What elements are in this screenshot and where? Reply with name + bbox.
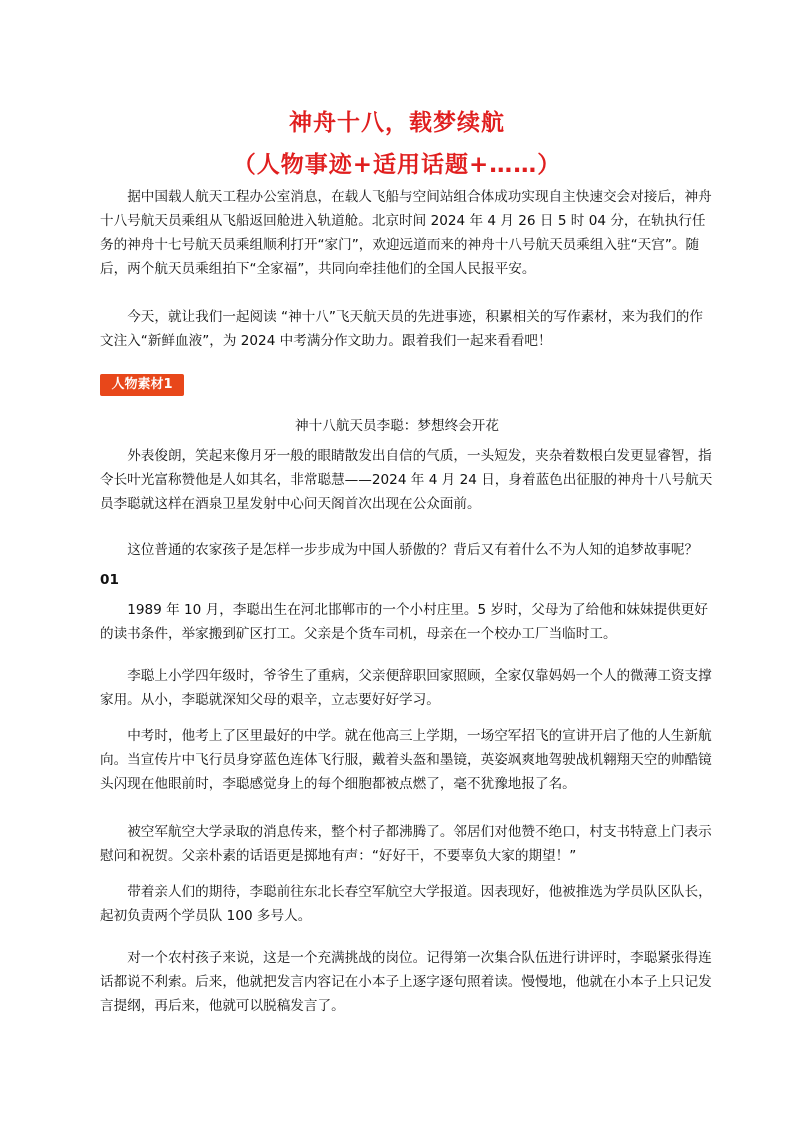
- document-title: 神舟十八，载梦续航: [289, 110, 505, 136]
- article-subheading: 神十八航天员李聪：梦想终会开花: [295, 418, 499, 434]
- body-paragraph-5: 中考时，他考上了区里最好的中学。就在他高三上学期，一场空军招飞的宣讲开启了他的人生新航向。当宣传片中飞行员身穿蓝色连体飞行服，戴着头盔和墨镜，英姿飒爽地驾驶战机翱翔天空的帅酷镜头闪现在他眼前时，李聪感觉身上的每个细胞都被点燃了，毫不犹豫地报了名。: [100, 728, 712, 792]
- body-paragraph-3: 1989 年 10 月，李聪出生在河北邯郸市的一个小村庄里。5 岁时，父母为了给他和妹妹提供更好的读书条件，举家搬到矿区打工。父亲是个货车司机，母亲在一个校办工厂当临时工。: [100, 602, 708, 642]
- body-paragraph-8: 对一个农村孩子来说，这是一个充满挑战的岗位。记得第一次集合队伍进行讲评时，李聪紧张得连话都说不利索。后来，他就把发言内容记在小本子上逐字逐句照着读。慢慢地，他就在小本子上只记发言提纲，再后来，他就可以脱稿发言了。: [100, 950, 712, 1014]
- body-paragraph-1: 外表俊朗，笑起来像月牙一般的眼睛散发出自信的气质，一头短发，夹杂着数根白发更显睿智，指令长叶光富称赞他是人如其名，非常聪慧——2024 年 4 月 24 日，身着蓝色出征服的神舟十八号航天员李聪就这样在酒泉卫星发射中心问天阁首次出现在公众面前。: [100, 448, 713, 512]
- intro-paragraph-2: 今天，就让我们一起阅读 “神十八”飞天航天员的先进事迹，积累相关的写作素材，来为我们的作文注入“新鲜血液”，为 2024 中考满分作文助力。跟着我们一起来看看吧！: [100, 309, 703, 349]
- section-tag: 人物素材1: [100, 374, 184, 396]
- document-subtitle: （人物事迹+适用话题+……）: [232, 152, 562, 178]
- section-number: 01: [100, 572, 119, 588]
- body-paragraph-2: 这位普通的农家孩子是怎样一步步成为中国人骄傲的？背后又有着什么不为人知的追梦故事呢？: [127, 542, 699, 558]
- body-paragraph-7: 带着亲人们的期待，李聪前往东北长春空军航空大学报道。因表现好，他被推选为学员队区队长，起初负责两个学员队 100 多号人。: [100, 884, 712, 924]
- intro-paragraph-1: 据中国载人航天工程办公室消息，在载人飞船与空间站组合体成功实现自主快速交会对接后，神舟十八号航天员乘组从飞船返回舱进入轨道舱。北京时间 2024 年 4 月 26 日 5 时 04 分，在轨执行任务的神舟十七号航天员乘组顺利打开“家门”，欢迎远道而来的神舟十八号航天员乘组入驻“天宫”。随后，两个航天员乘组拍下“全家福”，共同向牵挂他们的全国人民报平安。: [100, 189, 712, 277]
- body-paragraph-4: 李聪上小学四年级时，爷爷生了重病，父亲便辞职回家照顾，全家仅靠妈妈一个人的微薄工资支撑家用。从小，李聪就深知父母的艰辛，立志要好好学习。: [100, 668, 712, 708]
- body-paragraph-6: 被空军航空大学录取的消息传来，整个村子都沸腾了。邻居们对他赞不绝口，村支书特意上门表示慰问和祝贺。父亲朴素的话语更是掷地有声：“好好干，不要辜负大家的期望！”: [100, 824, 712, 864]
